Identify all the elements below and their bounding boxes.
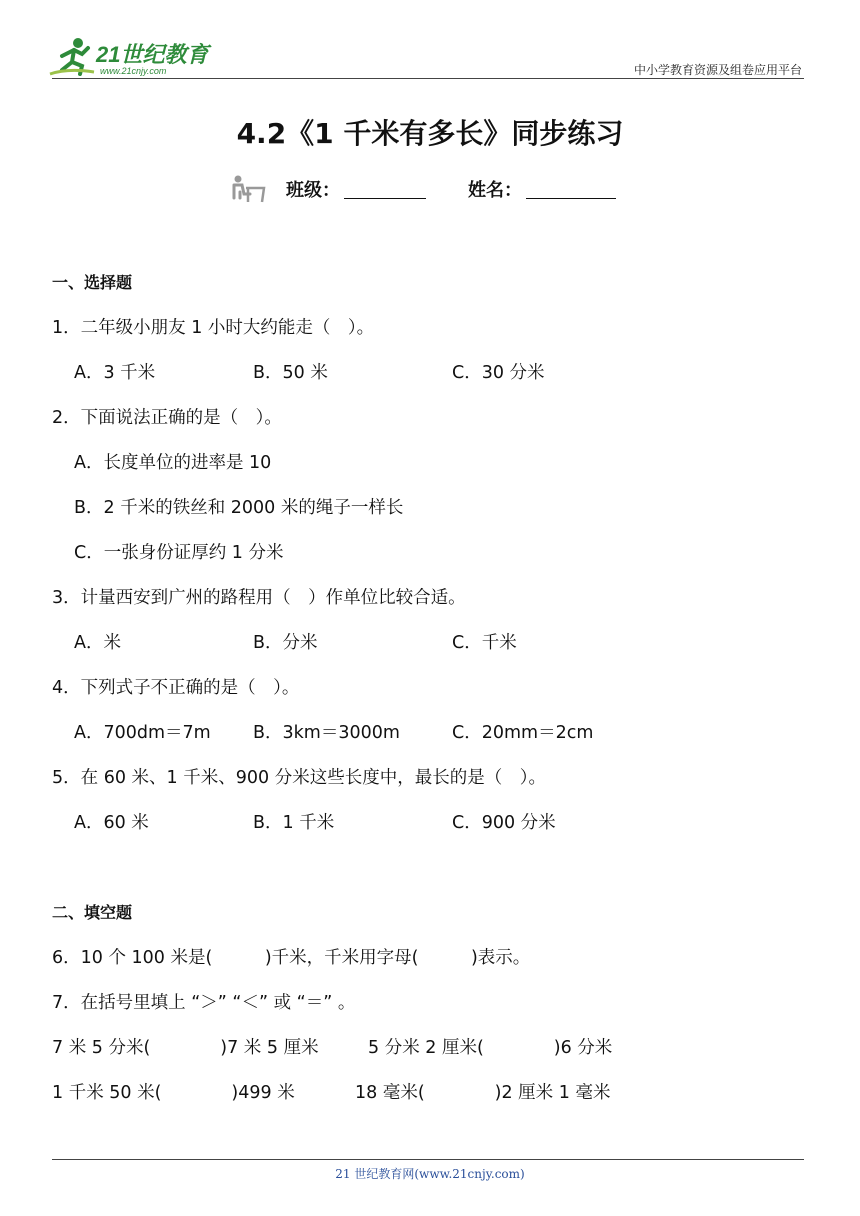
q5-option-c[interactable]: C．900 分米	[452, 813, 556, 833]
header-divider	[52, 78, 804, 79]
q2-option-a[interactable]: A．长度单位的进率是 10	[74, 453, 272, 473]
student-desk-icon	[228, 174, 268, 204]
student-info	[228, 174, 616, 204]
q3-option-c[interactable]: C．千米	[452, 633, 517, 653]
q2-option-b[interactable]: B．2 千米的铁丝和 2000 米的绳子一样长	[74, 498, 404, 518]
q5-option-a[interactable]: A．60 米	[74, 813, 149, 833]
q2-option-c[interactable]: C．一张身份证厚约 1 分米	[74, 543, 284, 563]
question-4: 4．下列式子不正确的是（ ）。	[52, 678, 300, 698]
question-7: 7．在括号里填上 “＞” “＜” 或 “＝” 。	[52, 993, 356, 1013]
question-6: 6．10 个 100 米是( )千米，千米用字母( )表示。	[52, 948, 531, 968]
question-3: 3．计量西安到广州的路程用（ ）作单位比较合适。	[52, 588, 466, 608]
q1-option-c[interactable]: C．30 分米	[452, 363, 545, 383]
q7-item-1: 7 米 5 分米( )7 米 5 厘米	[52, 1038, 319, 1058]
q7-item-3: 1 千米 50 米( )499 米	[52, 1083, 295, 1103]
platform-tagline: 中小学教育资源及组卷应用平台	[633, 63, 802, 77]
svg-text:www.21cnjy.com: www.21cnjy.com	[100, 66, 167, 76]
q3-option-a[interactable]: A．米	[74, 633, 121, 653]
class-blank[interactable]	[344, 180, 426, 199]
question-1: 1．二年级小朋友 1 小时大约能走（ ）。	[52, 318, 375, 338]
question-2: 2．下面说法正确的是（ ）。	[52, 408, 282, 428]
svg-text:21世纪教育: 21世纪教育	[96, 42, 209, 67]
footer-text: 21 世纪教育网(www.21cnjy.com)	[335, 1167, 525, 1181]
q5-option-b[interactable]: B．1 千米	[253, 813, 335, 833]
page-title: 4.2《1 千米有多长》同步练习	[236, 117, 624, 150]
question-5: 5．在 60 米、1 千米、900 分米这些长度中，最长的是（ ）。	[52, 768, 546, 788]
q4-option-a[interactable]: A．700dm＝7m	[74, 723, 211, 743]
name-label: 姓名：	[468, 180, 522, 201]
runner-logo-icon	[48, 34, 218, 78]
q7-item-2: 5 分米 2 厘米( )6 分米	[368, 1038, 613, 1058]
q4-option-b[interactable]: B．3km＝3000m	[253, 723, 400, 743]
section-heading-choice: 一、选择题	[52, 273, 133, 292]
q3-option-b[interactable]: B．分米	[253, 633, 318, 653]
q4-option-c[interactable]: C．20mm＝2cm	[452, 723, 594, 743]
q1-option-b[interactable]: B．50 米	[253, 363, 328, 383]
name-blank[interactable]	[526, 180, 616, 199]
section-heading-fill: 二、填空题	[52, 903, 133, 922]
q7-item-4: 18 毫米( )2 厘米 1 毫米	[355, 1083, 611, 1103]
logo	[48, 34, 218, 78]
class-label: 班级：	[286, 180, 340, 201]
footer-divider	[52, 1159, 804, 1160]
q1-option-a[interactable]: A．3 千米	[74, 363, 156, 383]
